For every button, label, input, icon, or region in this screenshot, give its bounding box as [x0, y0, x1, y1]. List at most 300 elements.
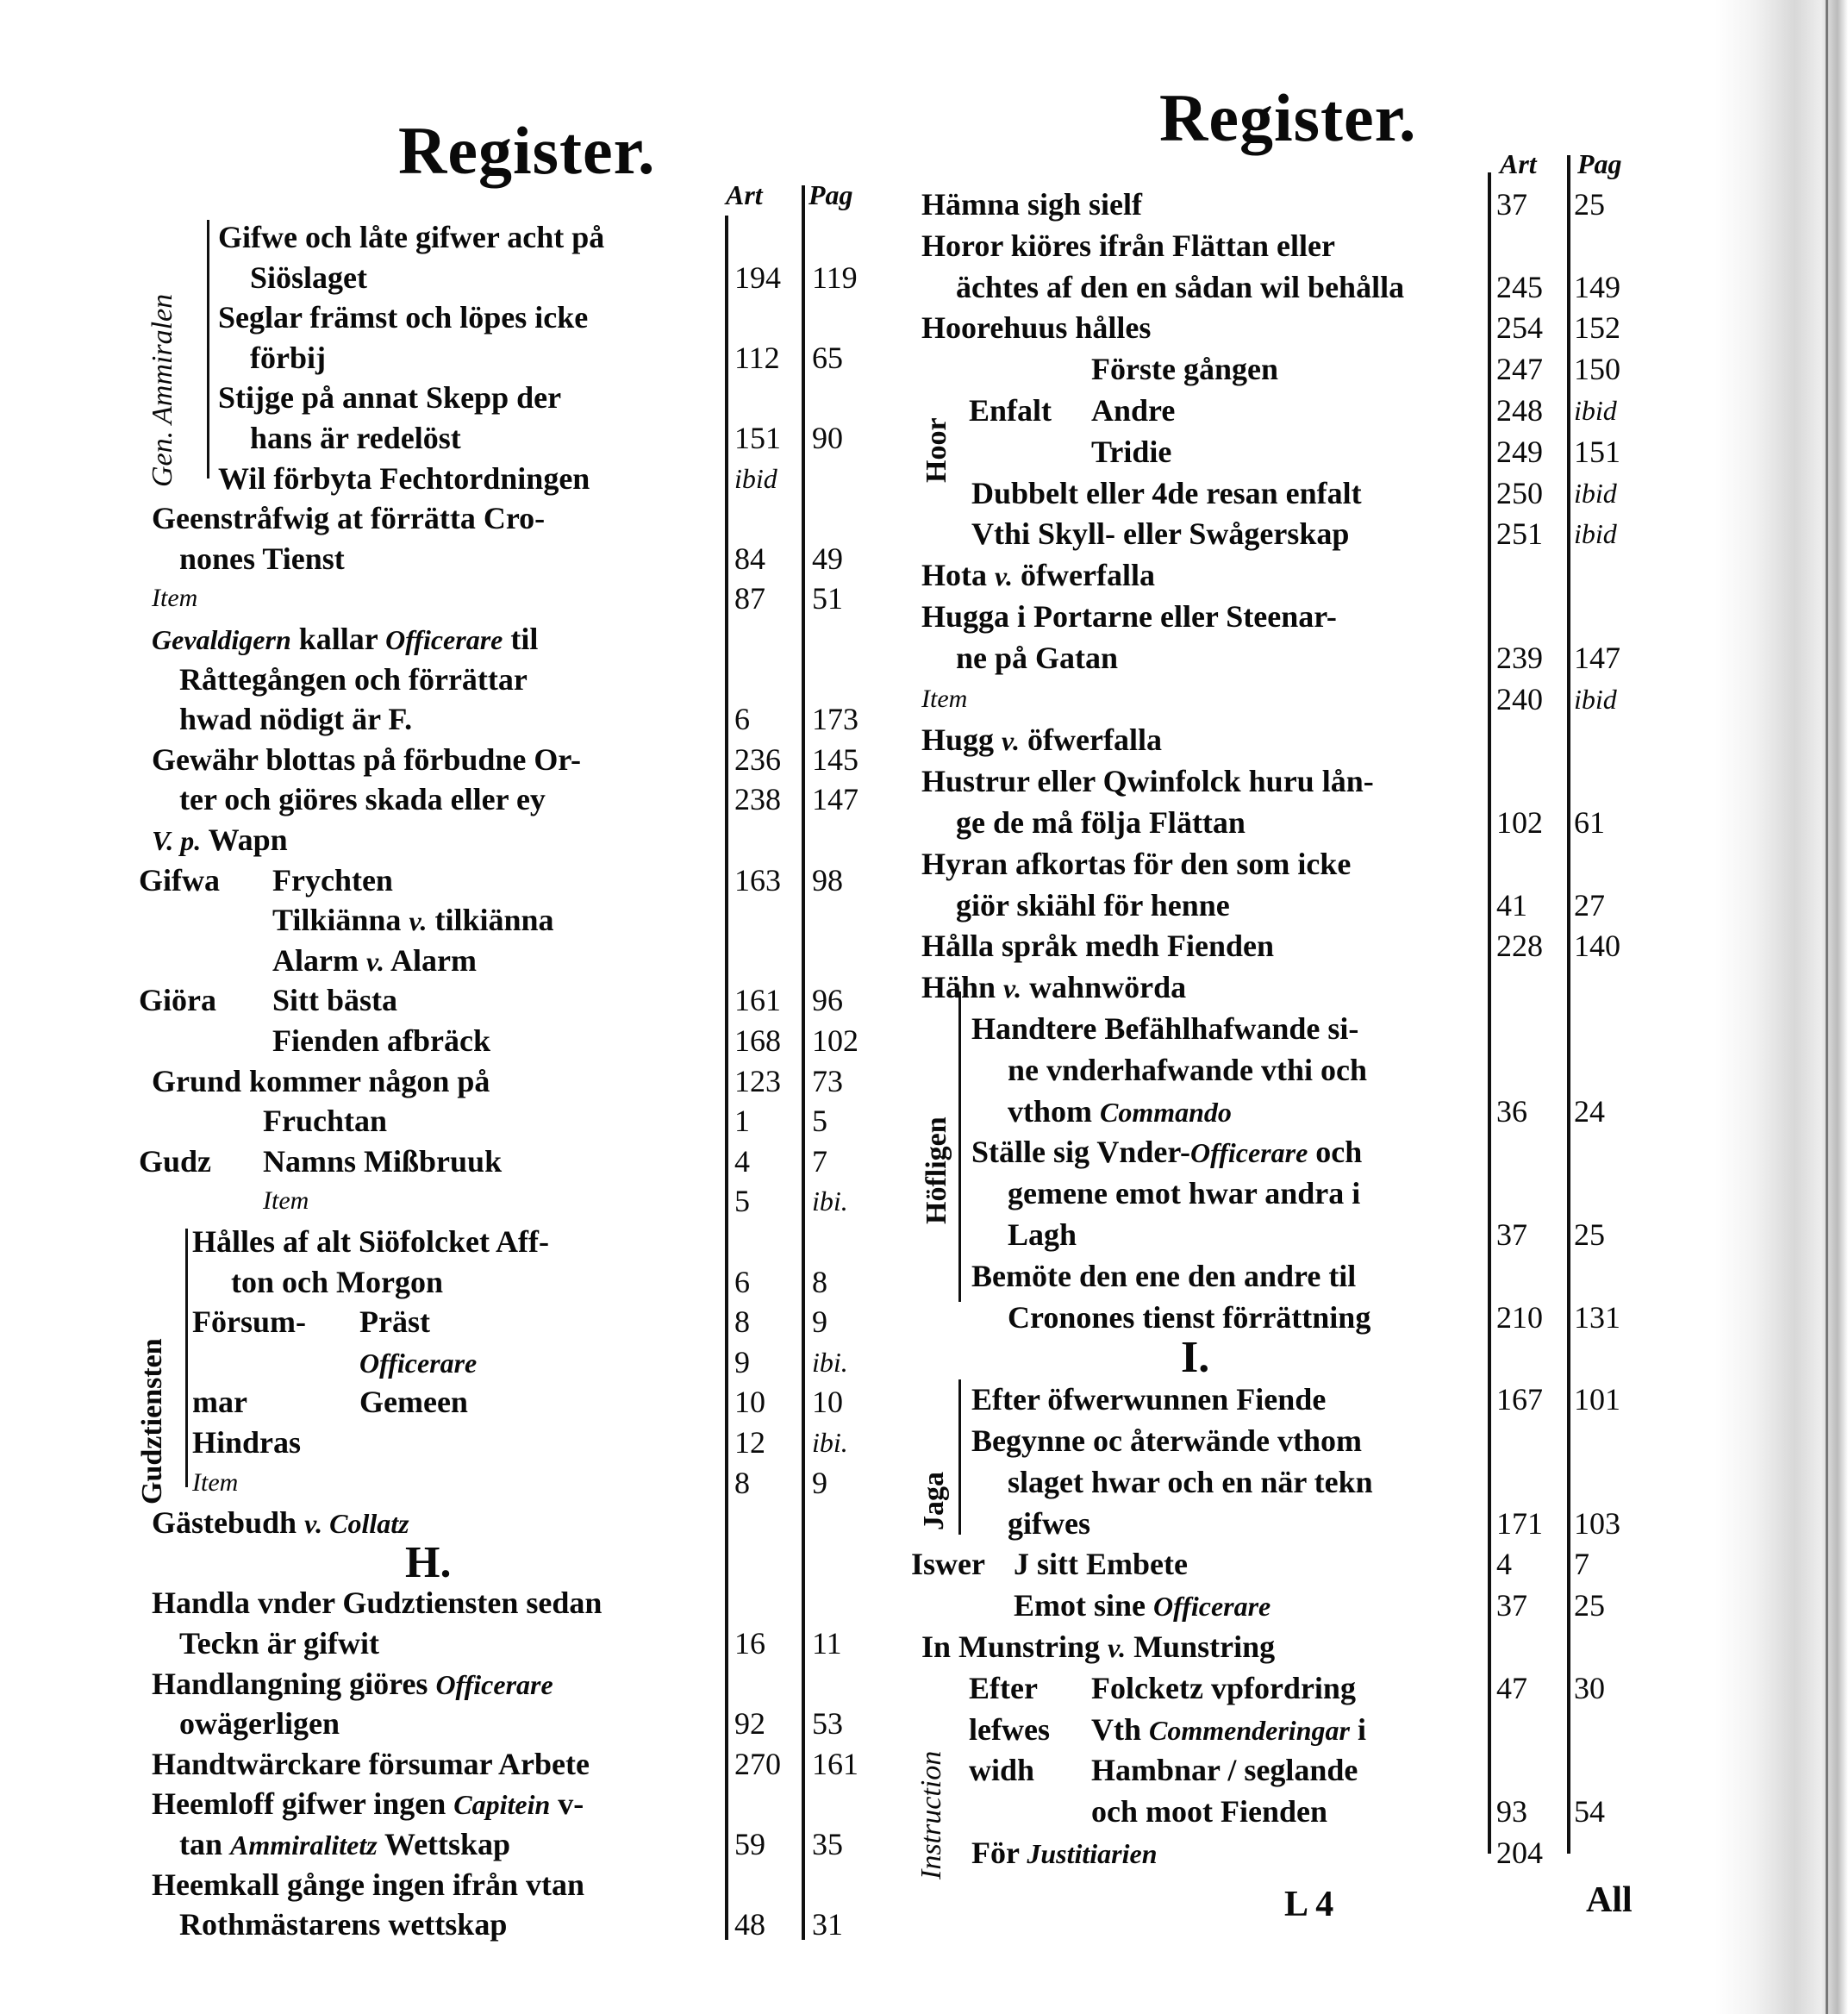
- page-number: 30: [1574, 1670, 1605, 1705]
- index-entry: [0, 1298, 1848, 1340]
- page-number: 5: [812, 1104, 827, 1139]
- art-number: 168: [734, 1023, 781, 1058]
- right-col-pag-header: Pag: [1577, 148, 1622, 179]
- entry-text-part: vthom: [1008, 1093, 1100, 1129]
- page-number: 173: [812, 702, 858, 737]
- entry-text-part: Fruchtan: [263, 1104, 387, 1139]
- entry-italic-term: Officerare: [1190, 1137, 1308, 1169]
- entry-text: [921, 844, 1351, 884]
- entry-text: [179, 1905, 507, 1944]
- index-entry: [0, 1586, 1848, 1625]
- entry-group-label: mar: [192, 1385, 247, 1420]
- page-number: 49: [812, 541, 843, 576]
- entry-text-part: öfwerfalla: [1013, 558, 1155, 593]
- art-number: 37: [1496, 1588, 1527, 1623]
- right-page-title: Register.: [1159, 80, 1417, 155]
- index-entry: [0, 514, 1848, 554]
- entry-text: [921, 967, 1186, 1008]
- entry-italic-term: Gevaldigern: [152, 624, 291, 655]
- art-number: 6: [734, 1264, 750, 1299]
- art-number: 204: [1496, 1836, 1543, 1870]
- page-number: 11: [812, 1626, 842, 1661]
- entry-text: [1091, 1668, 1356, 1708]
- entry-text-part: Sitt bästa: [272, 983, 398, 1018]
- entry-text: [1014, 1586, 1270, 1626]
- entry-text: [1008, 1173, 1360, 1213]
- art-number: 238: [734, 782, 781, 817]
- entry-italic-term: Officerare: [385, 624, 503, 655]
- art-number: 236: [734, 741, 781, 777]
- entry-text-part: och: [1308, 1135, 1363, 1170]
- index-entry: [0, 844, 1848, 884]
- entry-text-part: In Munstring: [921, 1629, 1108, 1664]
- entry-text: [971, 1833, 1157, 1873]
- entry-text: [971, 1379, 1326, 1419]
- entry-italic-term: v.: [1003, 973, 1022, 1004]
- entry-text-part: Gewähr blottas på förbudne Or-: [152, 741, 582, 777]
- entry-text: [971, 473, 1362, 513]
- entry-text-part: Fienden afbräck: [272, 1023, 491, 1058]
- entry-text: [921, 720, 1162, 760]
- entry-text: [921, 597, 1337, 636]
- entry-group-label: Giöra: [139, 983, 216, 1018]
- entry-text-part: Råttegången och förrättar: [179, 661, 528, 697]
- index-entry: [0, 1462, 1848, 1502]
- index-entry: [0, 1421, 1848, 1460]
- entry-text-part: Hoorehuus hålles: [921, 310, 1152, 346]
- index-entry: [0, 679, 1848, 719]
- entry-group-label: Enfalt: [969, 393, 1052, 428]
- entry-text: [921, 185, 1142, 224]
- entry-text: [1091, 1750, 1358, 1790]
- art-number: 93: [1496, 1794, 1527, 1829]
- entry-italic-term: Officerare: [359, 1347, 478, 1379]
- entry-text: [921, 226, 1335, 266]
- index-entry: [0, 1833, 1848, 1873]
- index-entry: [0, 391, 1848, 430]
- entry-text-part: och moot Fienden: [1091, 1794, 1327, 1829]
- page-number: 31: [812, 1907, 843, 1942]
- art-number: 37: [1496, 187, 1527, 222]
- index-entry: [0, 597, 1848, 636]
- index-entry: [0, 638, 1848, 678]
- entry-text-part: Ställe sig Vnder-: [971, 1135, 1191, 1170]
- entry-italic-term: v.: [1002, 725, 1021, 757]
- index-entry: [0, 1544, 1848, 1584]
- page-number: ibid: [1574, 395, 1617, 426]
- entry-text-part: Hålla språk medh Fienden: [921, 929, 1275, 964]
- page-number: 151: [1574, 434, 1620, 469]
- entry-text-part: Siöslaget: [250, 260, 368, 295]
- entry-text-part: Lagh: [1008, 1217, 1077, 1252]
- right-col-art-header: Art: [1500, 148, 1537, 179]
- art-number: 41: [1496, 887, 1527, 923]
- art-number: 8: [734, 1304, 750, 1340]
- entry-text: [921, 555, 1155, 596]
- entry-text: [1014, 1544, 1188, 1584]
- entry-text-part: Tridie: [1091, 434, 1172, 469]
- entry-text-part: Tilkiänna: [272, 903, 409, 938]
- index-entry: [0, 226, 1848, 266]
- page-number: 103: [1574, 1505, 1620, 1541]
- page-number: 119: [812, 260, 858, 295]
- entry-italic-term: Ammiralitetz: [230, 1829, 378, 1861]
- entry-text-part: J sitt Embete: [1014, 1547, 1188, 1582]
- entry-group-label: Efter: [969, 1670, 1038, 1705]
- index-entry: [0, 1627, 1848, 1667]
- entry-text: [956, 885, 1230, 925]
- entry-text-part: Folcketz vpfordring: [1091, 1670, 1356, 1705]
- entry-text-part: Emot sine: [1014, 1588, 1153, 1623]
- page-number: ibid: [1574, 683, 1617, 715]
- entry-text-part: wahnwörda: [1021, 970, 1187, 1005]
- entry-text: [921, 761, 1374, 801]
- entry-text-part: i: [1349, 1711, 1366, 1747]
- page-number: 8: [812, 1264, 827, 1299]
- index-entry: [0, 967, 1848, 1007]
- entry-text-part: Hugg: [921, 722, 1002, 758]
- entry-text-part: Rothmästarens wettskap: [179, 1907, 508, 1942]
- entry-text: [1008, 1298, 1370, 1337]
- art-number: 250: [1496, 475, 1543, 510]
- entry-text-part: owägerligen: [179, 1706, 340, 1742]
- entry-group-label: widh: [969, 1753, 1035, 1788]
- entry-text-part: Handtere Befählhafwande si-: [971, 1011, 1359, 1046]
- side-label-gen-ammiralen: Gen. Ammiralen: [147, 293, 178, 487]
- index-entry: [0, 308, 1848, 347]
- index-entry: [0, 1379, 1848, 1419]
- page-number: 54: [1574, 1794, 1605, 1829]
- entry-italic-term: Officerare: [1153, 1591, 1271, 1623]
- page-number: 25: [1574, 1217, 1605, 1252]
- entry-text-part: gifwes: [1008, 1505, 1090, 1541]
- art-number: 59: [734, 1827, 765, 1861]
- art-number: 251: [1496, 516, 1543, 552]
- entry-text-part: Namns Mißbruuk: [263, 1143, 503, 1179]
- art-number: ibid: [734, 462, 777, 494]
- entry-text-part: gemene emot hwar andra i: [1008, 1176, 1361, 1211]
- page-number: 152: [1574, 310, 1620, 346]
- entry-text-part: Munstring: [1126, 1629, 1276, 1664]
- entry-text-part: Grund kommer någon på: [152, 1063, 490, 1098]
- page-number: 25: [1574, 1588, 1605, 1623]
- art-number: 239: [1496, 640, 1543, 675]
- art-number: 161: [734, 983, 781, 1018]
- entry-text: [1091, 1710, 1366, 1750]
- entry-text-part: Efter öfwerwunnen Fiende: [971, 1382, 1327, 1417]
- art-number: 167: [1496, 1382, 1543, 1417]
- entry-text-part: ge de må följa Flättan: [956, 805, 1246, 840]
- entry-text-part: I.: [1181, 1333, 1210, 1383]
- art-number: 4: [1496, 1547, 1512, 1582]
- index-entry: [0, 349, 1848, 389]
- page-number: 98: [812, 862, 843, 898]
- art-number: 240: [1496, 681, 1543, 716]
- entry-text-part: tan: [179, 1827, 231, 1861]
- entry-text: [971, 1421, 1362, 1460]
- page-number: 53: [812, 1706, 843, 1742]
- page-number: ibid: [1574, 518, 1617, 550]
- entry-group-label: Försum-: [192, 1304, 306, 1340]
- entry-text-part: Hambnar / seglande: [1091, 1753, 1358, 1788]
- entry-italic-term: V. p.: [152, 825, 202, 856]
- index-entry: [0, 1173, 1848, 1216]
- entry-text-part: Seglar främst och löpes icke: [218, 300, 589, 335]
- side-label-hofligen: Höfligen: [921, 1116, 952, 1224]
- entry-text-part: slaget hwar och en när tekn: [1008, 1464, 1373, 1499]
- entry-text: [971, 1132, 1362, 1173]
- entry-italic-term: v.: [995, 560, 1014, 592]
- entry-text-part: Geenstråfwig at förrätta Cro-: [152, 501, 546, 536]
- entry-text-part: hwad nödigt är F.: [179, 702, 413, 737]
- entry-italic-term: Justitiarien: [1027, 1838, 1158, 1869]
- entry-text: [1008, 1050, 1367, 1090]
- entry-text-part: Stijge på annat Skepp der: [218, 380, 562, 416]
- entry-text-part: Bemöte den ene den andre til: [971, 1258, 1357, 1293]
- page-number: 61: [1574, 805, 1605, 840]
- entry-text-part: Andre: [1091, 393, 1176, 428]
- entry-text-part: Hugga i Portarne eller Steenar-: [921, 599, 1337, 634]
- entry-text-part: Gästebudh: [152, 1505, 305, 1541]
- side-label-instruction: Instruction: [915, 1750, 947, 1880]
- entry-text-part: Wettskap: [377, 1827, 511, 1861]
- entry-group-label: Gifwa: [139, 862, 220, 898]
- page-number: 9: [812, 1304, 827, 1340]
- page-number: ibi.: [812, 1346, 848, 1378]
- art-number: 102: [1496, 805, 1543, 840]
- entry-text: [971, 514, 1349, 554]
- entry-text-part: Hähn: [921, 970, 1004, 1005]
- entry-text-part: ter och giöres skada eller ey: [179, 782, 546, 817]
- page-number: 51: [812, 581, 843, 616]
- entry-text-part: hans är redelöst: [250, 421, 461, 455]
- art-number: 249: [1496, 434, 1543, 469]
- page-number: ibi.: [812, 1185, 848, 1217]
- entry-group-label: Iswer: [911, 1547, 985, 1582]
- entry-text-part: Alarm: [384, 942, 477, 978]
- page-number: 25: [1574, 187, 1605, 222]
- entry-text: [921, 1627, 1275, 1667]
- art-number: 270: [734, 1746, 781, 1781]
- signature-mark: L 4: [1284, 1885, 1334, 1924]
- page-number: 147: [1574, 640, 1620, 675]
- entry-text-part: Präst: [359, 1304, 430, 1340]
- entry-text-part: Frychten: [272, 862, 393, 898]
- entry-text-part: Hyran afkortas för den som icke: [921, 846, 1352, 881]
- entry-text-part: kallar: [290, 622, 386, 656]
- entry-text: [921, 308, 1151, 347]
- page-number: 24: [1574, 1093, 1605, 1129]
- entry-text-part: Handlangning giöres: [152, 1666, 436, 1701]
- entry-text-part: Hämna sigh sielf: [921, 187, 1143, 222]
- art-number: 92: [734, 1706, 765, 1742]
- entry-text-part: ächtes af den en sådan wil behålla: [956, 269, 1405, 304]
- art-number: 36: [1496, 1093, 1527, 1129]
- page-number: 102: [812, 1023, 858, 1058]
- index-entry: [0, 1710, 1848, 1749]
- entry-italic-term: Commenderingar: [1149, 1714, 1350, 1746]
- index-entry: [0, 1333, 1848, 1383]
- entry-text-part: Item: [263, 1186, 309, 1216]
- index-entry: [0, 1504, 1848, 1543]
- entry-text-part: v-: [550, 1786, 584, 1822]
- art-number: 194: [734, 260, 781, 295]
- art-number: 248: [1496, 393, 1543, 428]
- art-number: 12: [734, 1425, 765, 1460]
- art-number: 10: [734, 1385, 765, 1420]
- index-entry: [0, 1792, 1848, 1831]
- index-entry: [0, 720, 1848, 760]
- page-number: 101: [1574, 1382, 1620, 1417]
- index-entry: [0, 1215, 1848, 1254]
- page-number: ibi.: [812, 1427, 848, 1458]
- art-number: 9: [734, 1344, 750, 1379]
- entry-text-part: Item: [192, 1467, 239, 1497]
- entry-text-part: nones Tienst: [179, 541, 345, 576]
- entry-text-part: ton och Morgon: [231, 1264, 443, 1299]
- page-number: 27: [1574, 887, 1605, 923]
- entry-italic-term: Commando: [1100, 1096, 1232, 1128]
- index-entry: [0, 1905, 1848, 1944]
- entry-text: [956, 803, 1246, 842]
- page-number: 90: [812, 421, 843, 455]
- index-entry: [0, 761, 1848, 801]
- side-label-jaga: Jaga: [918, 1472, 950, 1530]
- entry-italic-term: Capitein: [453, 1789, 551, 1821]
- entry-text-part: Wapn: [201, 822, 288, 857]
- entry-text-part: ne på Gatan: [956, 640, 1119, 675]
- art-number: 123: [734, 1063, 781, 1098]
- index-entry: [0, 1668, 1848, 1708]
- art-number: 245: [1496, 269, 1543, 304]
- entry-text-part: Handtwärckare försumar Arbete: [152, 1746, 590, 1781]
- page-number: 73: [812, 1063, 843, 1098]
- entry-text-part: Hålles af alt Siöfolcket Aff-: [192, 1224, 549, 1259]
- catchword: All: [1586, 1880, 1633, 1920]
- index-entry: [0, 1009, 1848, 1048]
- entry-text: [1091, 1792, 1327, 1831]
- entry-text-part: tilkiänna: [427, 903, 554, 938]
- entry-italic-term: v.: [1108, 1632, 1127, 1663]
- entry-text: [1091, 349, 1278, 389]
- art-number: 163: [734, 862, 781, 898]
- entry-text-part: För: [971, 1836, 1027, 1870]
- left-page-title: Register.: [398, 113, 656, 188]
- entry-text: [971, 1256, 1356, 1296]
- entry-text-part: Alarm: [272, 942, 366, 978]
- entry-text-part: Förste gången: [1091, 352, 1278, 387]
- art-number: 37: [1496, 1217, 1527, 1252]
- entry-text-part: Vth: [1091, 1711, 1150, 1747]
- entry-text-part: förbij: [250, 340, 326, 375]
- art-number: 254: [1496, 310, 1543, 346]
- art-number: 8: [734, 1465, 750, 1500]
- index-entry: [0, 555, 1848, 595]
- art-number: 247: [1496, 352, 1543, 387]
- entry-text-part: Gemeen: [359, 1385, 468, 1420]
- entry-text-part: giör skiähl för henne: [956, 887, 1230, 923]
- index-entry: [0, 1091, 1848, 1131]
- entry-text-part: Horor kiöres ifrån Flättan eller: [921, 228, 1335, 263]
- entry-italic-term: v. Collatz: [304, 1508, 409, 1540]
- left-col-art-header: Art: [726, 179, 763, 210]
- entry-text: [1008, 1462, 1373, 1502]
- side-label-hoor: Hoor: [921, 417, 952, 483]
- entry-text-part: Heemloff gifwer ingen: [152, 1786, 454, 1822]
- page-number: 96: [812, 983, 843, 1018]
- entry-group-label: Gudz: [139, 1143, 212, 1179]
- index-entry: [0, 803, 1848, 842]
- entry-text: [1008, 1504, 1090, 1543]
- art-number: 5: [734, 1184, 750, 1219]
- page-number: 145: [812, 741, 858, 777]
- entry-text: [921, 926, 1274, 966]
- page-number: 161: [812, 1746, 858, 1781]
- art-number: 112: [734, 340, 780, 375]
- entry-text-part: Vthi Skyll- eller Swågerskap: [971, 516, 1350, 552]
- page-number: 147: [812, 782, 858, 817]
- left-col-pag-header: Pag: [808, 179, 853, 210]
- art-number: 6: [734, 702, 750, 737]
- art-number: 171: [1496, 1505, 1543, 1541]
- page-number: 140: [1574, 929, 1620, 964]
- entry-text-part: Begynne oc återwände vthom: [971, 1423, 1362, 1458]
- entry-text-part: Teckn är gifwit: [179, 1626, 380, 1661]
- entry-text: [1181, 1333, 1210, 1383]
- page-number: ibid: [1574, 477, 1617, 509]
- entry-text: [971, 1009, 1358, 1048]
- index-entry: [0, 1256, 1848, 1296]
- page-number: 149: [1574, 269, 1620, 304]
- art-number: 48: [734, 1907, 765, 1942]
- entry-text-part: Wil förbyta Fechtordningen: [218, 460, 590, 496]
- index-entry: [0, 926, 1848, 966]
- entry-text-part: Item: [152, 584, 198, 613]
- entry-text: [1091, 432, 1171, 472]
- entry-text-part: Dubbelt eller 4de resan enfalt: [971, 475, 1362, 510]
- entry-text: [1008, 1091, 1232, 1132]
- art-number: 210: [1496, 1299, 1543, 1335]
- art-number: 87: [734, 581, 765, 616]
- entry-text-part: ne vnderhafwande vthi och: [1008, 1052, 1368, 1087]
- entry-text: [1008, 1215, 1077, 1254]
- entry-italic-term: v.: [409, 905, 428, 937]
- entry-text-part: Item: [921, 684, 968, 713]
- entry-text: [956, 267, 1404, 307]
- index-entry: [0, 432, 1848, 472]
- entry-text-part: öfwerfalla: [1020, 722, 1162, 758]
- index-entry: [0, 473, 1848, 513]
- entry-italic-term: v.: [365, 945, 384, 977]
- index-entry: [0, 267, 1848, 307]
- index-entry: [0, 185, 1848, 224]
- entry-text-part: Handla vnder Gudztiensten sedan: [152, 1586, 602, 1621]
- art-number: 4: [734, 1143, 750, 1179]
- page-number: 35: [812, 1827, 843, 1861]
- index-entry: [0, 1050, 1848, 1090]
- index-entry: [0, 1132, 1848, 1172]
- entry-text: [1091, 391, 1175, 430]
- art-number: 1: [734, 1104, 750, 1139]
- art-number: 16: [734, 1626, 765, 1661]
- page-number: 10: [812, 1385, 843, 1420]
- side-label-gudztiensten: Gudztiensten: [136, 1338, 168, 1504]
- page-number: 9: [812, 1465, 827, 1500]
- entry-text-part: Hindras: [192, 1425, 302, 1460]
- art-number: 151: [734, 421, 781, 455]
- entry-text-part: til: [503, 622, 539, 656]
- entry-text: [921, 679, 967, 719]
